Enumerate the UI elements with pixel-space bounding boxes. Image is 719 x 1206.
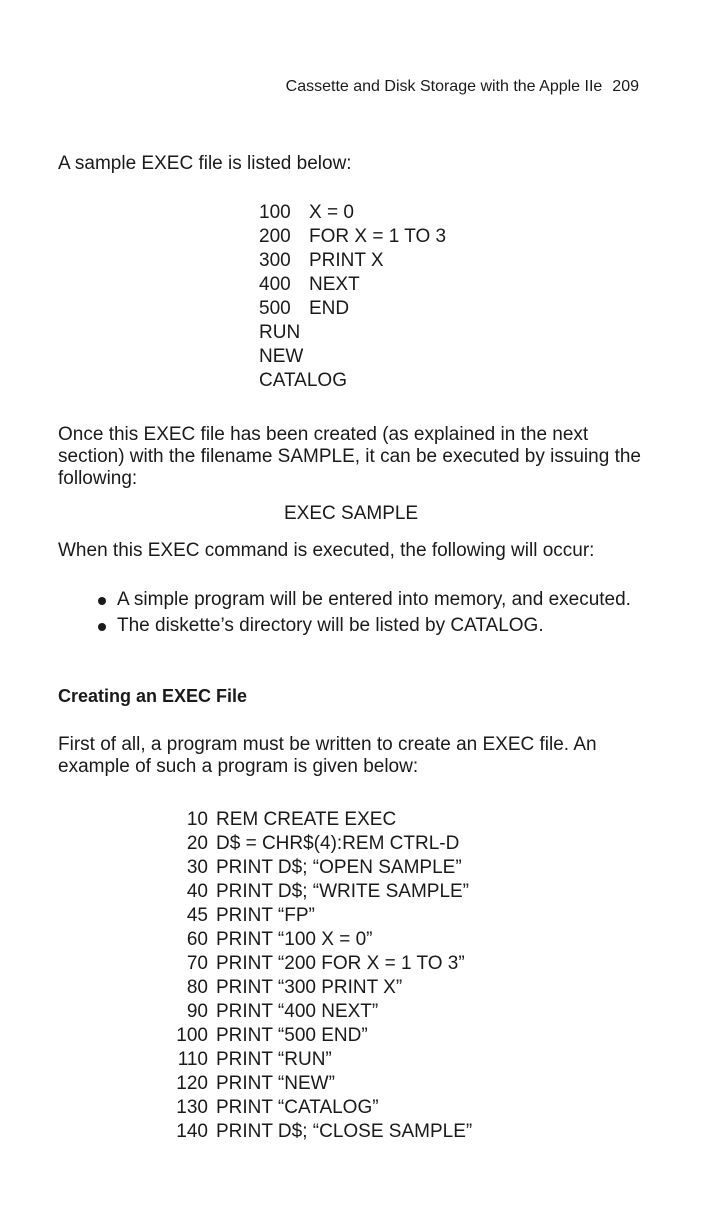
line-number: 300 [259, 250, 291, 271]
code-text: NEXT [309, 274, 360, 295]
listing-row [168, 1072, 472, 1096]
listing-row [168, 976, 472, 1000]
listing-row [259, 321, 446, 345]
code-text: PRINT D$; “WRITE SAMPLE” [216, 881, 470, 902]
listing-row [168, 880, 472, 904]
listing-row [168, 1048, 472, 1072]
listing-row [168, 856, 472, 880]
line-number: 90 [186, 1001, 208, 1022]
code-text: PRINT “200 FOR X = 1 TO 3” [216, 953, 465, 974]
listing-row [168, 952, 472, 976]
code-text: D$ = CHR$(4):REM CTRL-D [216, 833, 460, 854]
line-number: 70 [186, 953, 208, 974]
code-text: FOR X = 1 TO 3 [309, 226, 447, 247]
running-head [286, 78, 639, 96]
program-listing [168, 808, 472, 1144]
code-text: PRINT “FP” [216, 905, 315, 926]
line-number: 45 [186, 905, 208, 926]
line-number: 30 [186, 857, 208, 878]
page-number: 209 [612, 78, 639, 95]
code-text: PRINT “CATALOG” [216, 1097, 379, 1118]
section-heading: Creating an EXEC File [58, 686, 248, 706]
bullet-item: The diskette’s directory will be listed by CATALOG. [96, 615, 636, 637]
first-paragraph: First of all, a program must be written to create an EXEC file. An example of such a program is given below: [58, 734, 597, 777]
executed-paragraph: When this EXEC command is executed, the following will occur: [58, 540, 595, 561]
listing-row [259, 345, 446, 369]
listing-row [168, 928, 472, 952]
line-number: 40 [186, 881, 208, 902]
listing-row [168, 1096, 472, 1120]
listing-row [259, 273, 446, 297]
code-text: PRINT “100 X = 0” [216, 929, 373, 950]
line-number: 130 [176, 1097, 208, 1118]
code-text: NEW [259, 346, 304, 367]
code-text: END [309, 298, 350, 319]
running-title: Cassette and Disk Storage with the Apple IIe [285, 78, 603, 95]
line-number: 200 [259, 226, 291, 247]
listing-row [168, 1000, 472, 1024]
code-text: CATALOG [259, 370, 347, 391]
code-text: PRINT D$; “CLOSE SAMPLE” [216, 1121, 473, 1142]
line-number: 80 [186, 977, 208, 998]
line-number: 110 [177, 1049, 208, 1070]
listing-row [259, 297, 446, 321]
line-number: 400 [259, 274, 291, 295]
line-number: 120 [176, 1073, 208, 1094]
code-text: PRINT X [309, 250, 384, 271]
code-text: X = 0 [309, 202, 354, 223]
code-text: PRINT “500 END” [216, 1025, 368, 1046]
intro-paragraph: A sample EXEC file is listed below: [58, 153, 352, 174]
code-text: RUN [259, 322, 301, 343]
line-number: 500 [259, 298, 291, 319]
listing-row [259, 201, 446, 225]
listing-row [259, 369, 446, 393]
line-number: 10 [186, 809, 208, 830]
line-number: 100 [259, 202, 291, 223]
code-text: REM CREATE EXEC [216, 809, 397, 830]
exec-file-listing [259, 201, 446, 393]
code-text: PRINT D$; “OPEN SAMPLE” [216, 857, 462, 878]
listing-row [259, 249, 446, 273]
code-text: PRINT “RUN” [216, 1049, 332, 1070]
bullet-list [96, 589, 636, 641]
exec-command: EXEC SAMPLE [284, 503, 419, 524]
listing-row [168, 904, 472, 928]
listing-row [168, 808, 472, 832]
bullet-item: A simple program will be entered into memory, and executed. [96, 589, 636, 611]
code-text: PRINT “NEW” [216, 1073, 335, 1094]
line-number: 100 [176, 1025, 208, 1046]
line-number: 60 [186, 929, 208, 950]
code-text: PRINT “400 NEXT” [216, 1001, 379, 1022]
created-paragraph: Once this EXEC file has been created (as explained in the next section) with the filename SAMPLE, it can be executed by issuing the following: [58, 424, 641, 489]
line-number: 140 [176, 1121, 208, 1142]
listing-row [168, 832, 472, 856]
line-number: 20 [186, 833, 208, 854]
listing-row [259, 225, 446, 249]
code-text: PRINT “300 PRINT X” [216, 977, 403, 998]
listing-row [168, 1024, 472, 1048]
listing-row [168, 1120, 472, 1144]
